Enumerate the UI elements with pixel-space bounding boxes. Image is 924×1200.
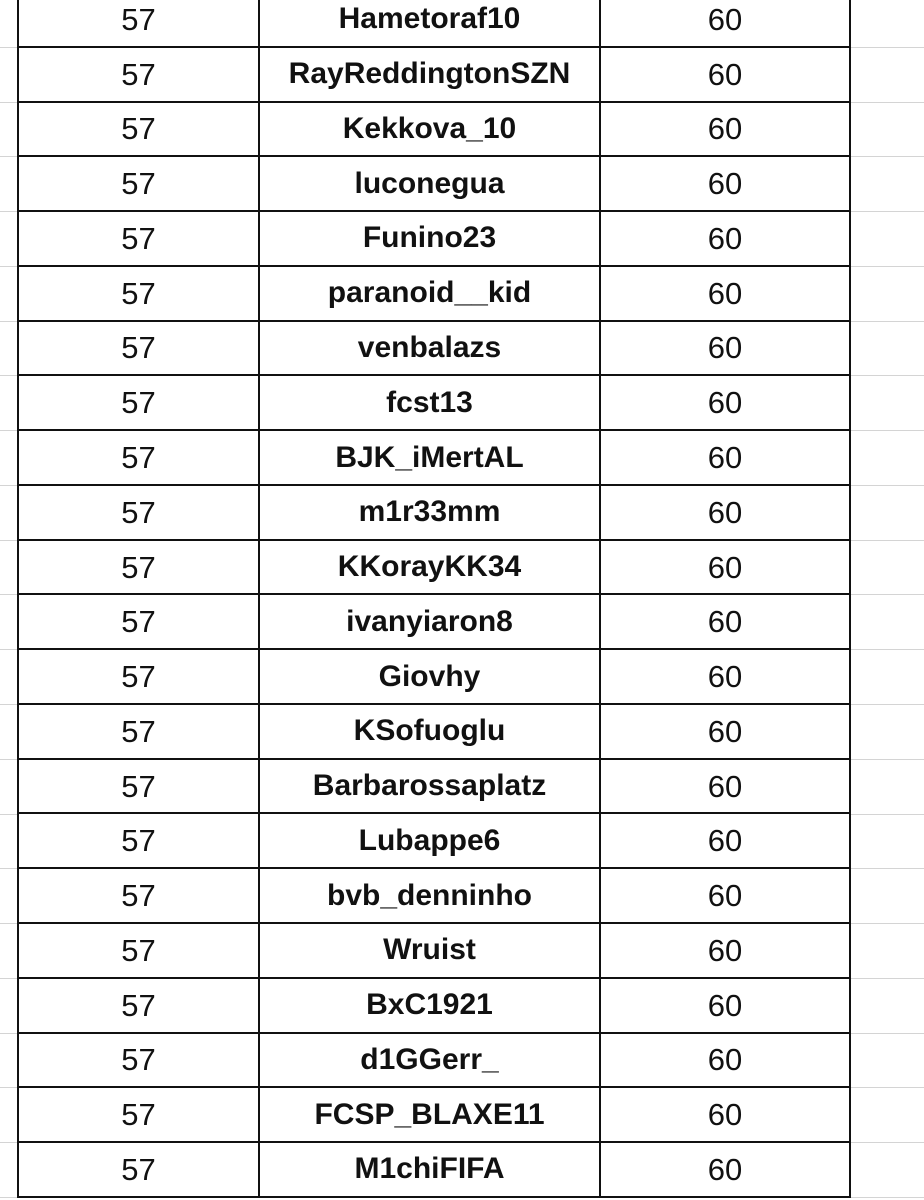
table-row[interactable] <box>19 1034 849 1089</box>
rank-cell[interactable]: 57 <box>19 924 260 977</box>
right-gridlines <box>851 0 924 1200</box>
username-cell[interactable]: luconegua <box>260 157 601 210</box>
gridline <box>851 430 924 431</box>
username-cell[interactable]: KSofuoglu <box>260 705 601 758</box>
table-row[interactable] <box>19 48 849 103</box>
rank-cell[interactable]: 57 <box>19 705 260 758</box>
score-cell[interactable]: 60 <box>707 275 743 311</box>
table-row[interactable] <box>19 0 849 48</box>
gridline <box>851 1087 924 1088</box>
score-cell[interactable]: 60 <box>707 1097 743 1133</box>
score-cell[interactable]: 60 <box>707 1151 743 1187</box>
username-cell[interactable]: Kekkova_10 <box>260 103 601 156</box>
rank-cell[interactable]: 57 <box>19 376 260 429</box>
rank-cell[interactable]: 57 <box>19 760 260 813</box>
rank-cell[interactable]: 57 <box>19 869 260 922</box>
leaderboard-table <box>17 0 851 1198</box>
username-cell[interactable]: paranoid__kid <box>260 267 601 320</box>
score-cell[interactable]: 60 <box>707 385 743 421</box>
score-cell[interactable]: 60 <box>707 549 743 585</box>
rank-cell[interactable]: 57 <box>19 0 260 46</box>
score-cell[interactable]: 60 <box>707 823 743 859</box>
rank-cell[interactable]: 57 <box>19 650 260 703</box>
gridline <box>851 485 924 486</box>
rank-cell[interactable]: 57 <box>19 1143 260 1196</box>
username-cell[interactable]: M1chiFIFA <box>260 1143 601 1196</box>
gridline <box>851 1033 924 1034</box>
username-cell[interactable]: Lubappe6 <box>260 814 601 867</box>
rank-cell[interactable]: 57 <box>19 431 260 484</box>
gridline <box>851 1197 924 1198</box>
rank-cell[interactable]: 57 <box>19 595 260 648</box>
table-row[interactable] <box>19 486 849 541</box>
username-cell[interactable]: bvb_denninho <box>260 869 601 922</box>
username-cell[interactable]: KKorayKK34 <box>260 541 601 594</box>
gridline <box>851 102 924 103</box>
score-cell[interactable]: 60 <box>707 659 743 695</box>
username-cell[interactable]: BJK_iMertAL <box>260 431 601 484</box>
rank-cell[interactable]: 57 <box>19 1034 260 1087</box>
username-cell[interactable]: BxC1921 <box>260 979 601 1032</box>
gridline <box>851 266 924 267</box>
table-row[interactable] <box>19 212 849 267</box>
table-row[interactable] <box>19 322 849 377</box>
rank-cell[interactable]: 57 <box>19 103 260 156</box>
username-cell[interactable]: Wruist <box>260 924 601 977</box>
table-row[interactable] <box>19 1143 849 1198</box>
username-cell[interactable]: Barbarossaplatz <box>260 760 601 813</box>
username-cell[interactable]: Hametoraf10 <box>260 0 601 46</box>
rank-cell[interactable]: 57 <box>19 814 260 867</box>
score-cell[interactable]: 60 <box>707 1 743 37</box>
score-cell[interactable]: 60 <box>707 166 743 202</box>
username-cell[interactable]: d1GGerr_ <box>260 1034 601 1087</box>
rank-cell[interactable]: 57 <box>19 267 260 320</box>
gridline <box>851 978 924 979</box>
score-cell[interactable]: 60 <box>707 494 743 530</box>
username-cell[interactable]: Giovhy <box>260 650 601 703</box>
score-cell[interactable]: 60 <box>707 604 743 640</box>
rank-cell[interactable]: 57 <box>19 212 260 265</box>
rank-cell[interactable]: 57 <box>19 979 260 1032</box>
username-cell[interactable]: venbalazs <box>260 322 601 375</box>
gridline <box>851 47 924 48</box>
score-cell[interactable]: 60 <box>707 713 743 749</box>
score-cell[interactable]: 60 <box>707 220 743 256</box>
table-row[interactable] <box>19 376 849 431</box>
gridline <box>851 704 924 705</box>
gridline <box>851 375 924 376</box>
rank-cell[interactable]: 57 <box>19 541 260 594</box>
score-cell[interactable]: 60 <box>707 440 743 475</box>
table-row[interactable] <box>19 924 849 979</box>
gridline <box>851 540 924 541</box>
table-row[interactable] <box>19 541 849 596</box>
score-cell[interactable]: 60 <box>707 111 743 147</box>
gridline <box>851 211 924 212</box>
table-row[interactable] <box>19 979 849 1034</box>
rank-cell[interactable]: 57 <box>19 1088 260 1141</box>
username-cell[interactable]: m1r33mm <box>260 486 601 539</box>
table-row[interactable] <box>19 595 849 650</box>
gridline <box>851 923 924 924</box>
table-row[interactable] <box>19 157 849 212</box>
username-cell[interactable]: fcst13 <box>260 376 601 429</box>
gridline <box>851 594 924 595</box>
score-cell[interactable]: 60 <box>707 932 743 968</box>
score-cell[interactable]: 60 <box>707 330 743 366</box>
gridline <box>851 649 924 650</box>
gridline <box>851 156 924 157</box>
table-row[interactable] <box>19 650 849 705</box>
username-cell[interactable]: FCSP_BLAXE11 <box>260 1088 601 1141</box>
table-row[interactable] <box>19 814 849 869</box>
gridline <box>851 321 924 322</box>
rank-cell[interactable]: 57 <box>19 48 260 101</box>
username-cell[interactable]: ivanyiaron8 <box>260 595 601 648</box>
table-row[interactable] <box>19 431 849 486</box>
score-cell[interactable]: 60 <box>707 56 743 92</box>
table-row[interactable] <box>19 760 849 815</box>
username-cell[interactable]: Funino23 <box>260 212 601 265</box>
score-cell[interactable]: 60 <box>707 768 743 804</box>
table-row[interactable] <box>19 267 849 322</box>
gridline <box>851 814 924 815</box>
gridline <box>851 868 924 869</box>
score-cell[interactable]: 60 <box>707 987 743 1023</box>
gridline <box>851 759 924 760</box>
score-cell[interactable]: 60 <box>707 1042 743 1078</box>
table-row[interactable] <box>19 103 849 158</box>
table-row[interactable] <box>19 869 849 924</box>
score-cell[interactable]: 60 <box>707 878 743 914</box>
gridline <box>851 1142 924 1143</box>
table-row[interactable] <box>19 1088 849 1143</box>
rank-cell[interactable]: 57 <box>19 322 260 375</box>
table-row[interactable] <box>19 705 849 760</box>
rank-cell[interactable]: 57 <box>19 486 260 539</box>
username-cell[interactable]: RayReddingtonSZN <box>260 48 601 101</box>
rank-cell[interactable]: 57 <box>19 157 260 210</box>
